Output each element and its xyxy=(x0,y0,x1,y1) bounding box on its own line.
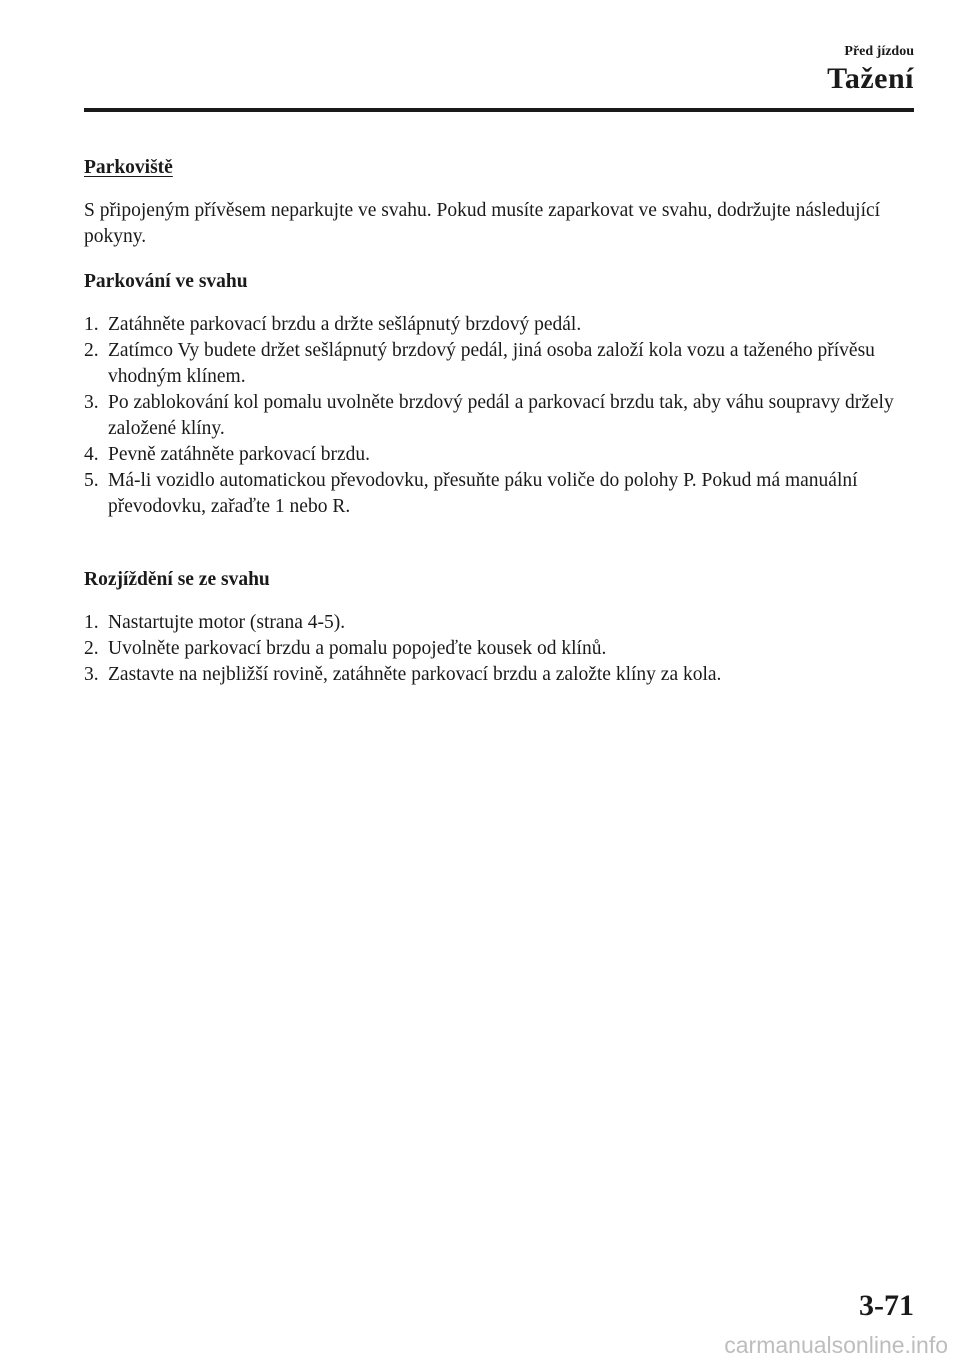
step-text: Uvolněte parkovací brzdu a pomalu popojeďte kousek od klínů. xyxy=(108,638,607,659)
list-item xyxy=(84,312,916,338)
list-item xyxy=(84,390,916,442)
step-number: 1. xyxy=(84,612,99,633)
step-number: 3. xyxy=(84,392,99,413)
subheading-departure: Rozjíždění se ze svahu xyxy=(84,569,270,590)
step-number: 2. xyxy=(84,638,99,659)
watermark: carmanualsonline.info xyxy=(724,1332,948,1358)
step-text: Zatáhněte parkovací brzdu a držte sešlápnutý brzdový pedál. xyxy=(108,314,582,335)
main-content xyxy=(84,155,916,688)
departure-steps-list xyxy=(84,610,916,688)
step-text: Zastavte na nejbližší rovině, zatáhněte parkovací brzdu a založte klíny za kola. xyxy=(108,664,722,685)
list-item xyxy=(84,610,916,636)
step-text: Po zablokování kol pomalu uvolněte brzdový pedál a parkovací brzdu tak, aby váhu soupravy držely založené klíny. xyxy=(108,392,894,439)
step-number: 1. xyxy=(84,314,99,335)
list-item xyxy=(84,636,916,662)
header-divider xyxy=(84,108,914,112)
slope-steps-list xyxy=(84,312,916,520)
list-item xyxy=(84,468,916,520)
list-item xyxy=(84,662,916,688)
section-label: Před jízdou xyxy=(844,44,914,59)
section-spacer xyxy=(84,520,916,567)
step-text: Má-li vozidlo automatickou převodovku, přesuňte páku voliče do polohy P. Pokud má manuální převodovku, zařaďte 1 nebo R. xyxy=(108,470,858,517)
page-number: 3-71 xyxy=(859,1289,914,1322)
step-number: 4. xyxy=(84,444,99,465)
step-text: Nastartujte motor (strana 4-5). xyxy=(108,612,346,633)
intro-paragraph: S připojeným přívěsem neparkujte ve svahu. Pokud musíte zaparkovat ve svahu, dodržujte následující pokyny. xyxy=(84,200,881,247)
step-text: Zatímco Vy budete držet sešlápnutý brzdový pedál, jiná osoba založí kola vozu a taženého přívěsu vhodným klínem. xyxy=(108,340,875,387)
subheading-slope-parking: Parkování ve svahu xyxy=(84,271,248,292)
list-item xyxy=(84,338,916,390)
step-number: 5. xyxy=(84,470,99,491)
step-number: 3. xyxy=(84,664,99,685)
step-number: 2. xyxy=(84,340,99,361)
section-heading-parking: Parkoviště xyxy=(84,157,173,178)
list-item xyxy=(84,442,916,468)
page-title: Tažení xyxy=(827,62,914,95)
step-text: Pevně zatáhněte parkovací brzdu. xyxy=(108,444,371,465)
